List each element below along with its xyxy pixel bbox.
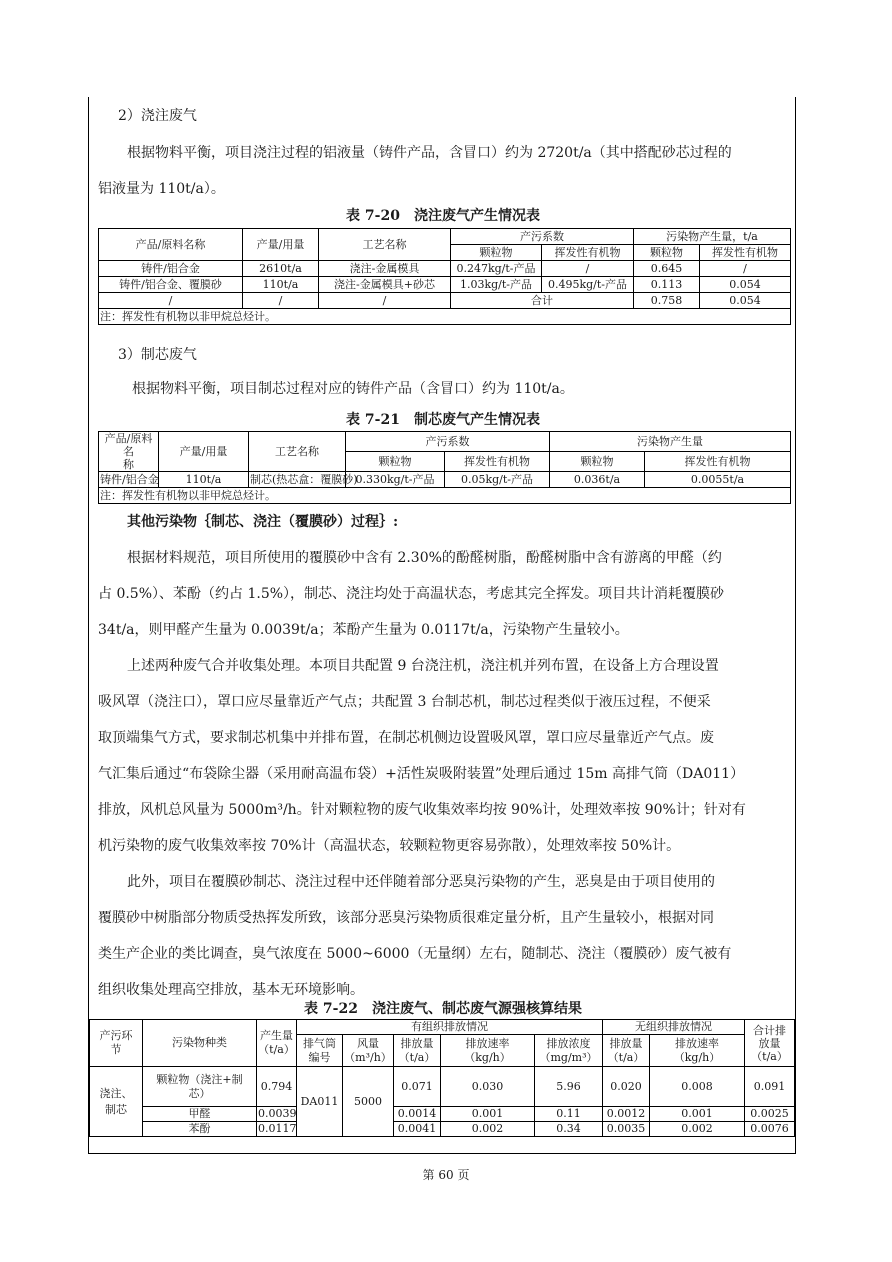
table-cell: 0.247kg/t-产品 — [451, 261, 542, 277]
table22-caption: 表 7-22 浇注废气、制芯废气源强核算结果 — [304, 1001, 582, 1017]
table22-header-unorg-amount: 排放量 （t/a） — [603, 1035, 650, 1067]
other-para2-line: 气汇集后通过“布袋除尘器（采用耐高温布袋）+活性炭吸附装置”处理后通过 15m 高排气筒（DA011） — [98, 766, 745, 782]
table22-header-unorganized: 无组织排放情况 — [603, 1020, 745, 1035]
table-cell: 0.758 — [634, 293, 700, 309]
table21-header-output: 产量/用量 — [159, 432, 249, 472]
table-row — [90, 1067, 795, 1107]
table20-header-coeff: 产污系数 — [451, 229, 634, 245]
table21-header-coeff: 产污系数 — [346, 432, 550, 452]
table-cell: 铸件/铝合金 — [99, 261, 243, 277]
table21-header-process: 工艺名称 — [249, 432, 346, 472]
table-cell: 0.05kg/t-产品 — [445, 472, 550, 488]
table20-header-process: 工艺名称 — [319, 229, 451, 261]
table20 — [98, 228, 791, 325]
table21-header-pm: 颗粒物 — [346, 452, 445, 472]
table22 — [89, 1019, 795, 1137]
table-cell: 0.008 — [650, 1067, 745, 1107]
table-cell: / — [700, 261, 791, 277]
table21-header-voc: 挥发性有机物 — [645, 452, 791, 472]
other-para2-line: 排放，风机总风量为 5000m³/h。针对颗粒物的废气收集效率均按 90%计，处理效率按 90%计；针对有 — [98, 802, 746, 818]
table-cell: 0.001 — [441, 1107, 535, 1122]
table-cell: 0.001 — [650, 1107, 745, 1122]
table21-note: 注：挥发性有机物以非甲烷总烃计。 — [99, 488, 791, 504]
section3-heading: 3）制芯废气 — [118, 347, 197, 363]
table20-note: 注：挥发性有机物以非甲烷总烃计。 — [99, 309, 791, 325]
table21-header-product: 产品/原料名 称 — [99, 432, 159, 472]
other-para2-line: 取顶端集气方式，要求制芯机集中并排布置，在制芯机侧边设置吸风罩，罩口应尽量靠近产气点。废 — [98, 730, 714, 746]
table21-header-voc: 挥发性有机物 — [445, 452, 550, 472]
table21-header-pm: 颗粒物 — [550, 452, 645, 472]
table20-header-product: 产品/原料名称 — [99, 229, 243, 261]
table22-header-gen: 产生量 （t/a） — [257, 1020, 297, 1067]
other-para1-line: 34t/a，则甲醛产生量为 0.0039t/a；苯酚产生量为 0.0117t/a，污染物产生量较小。 — [98, 622, 629, 638]
other-para3-line: 覆膜砂中树脂部分物质受热挥发所致，该部分恶臭污染物质很难定量分析，且产生量较小，根据对同 — [98, 910, 714, 926]
table22-header-airflow: 风量 （m³/h） — [343, 1035, 394, 1067]
table-cell: 0.0117 — [258, 1122, 297, 1135]
table-cell: 0.091 — [745, 1067, 795, 1107]
table21-header-gen: 污染物产生量 — [550, 432, 791, 452]
table-cell: 0.030 — [441, 1067, 535, 1107]
table-cell: 0.036t/a — [550, 472, 645, 488]
other-para2-line: 吸风罩（浇注口），罩口应尽量靠近产气点；共配置 3 台制芯机，制芯过程类似于液压过程，不便采 — [98, 694, 711, 710]
section2-heading: 2）浇注废气 — [118, 108, 197, 124]
other-para2-line: 机污染物的废气收集效率按 70%计（高温状态，较颗粒物更容易弥散），处理效率按 50%计。 — [98, 838, 681, 854]
other-heading: 其他污染物｛制芯、浇注（覆膜砂）过程｝: — [127, 514, 399, 530]
table22-stage: 浇注、 制芯 — [90, 1067, 143, 1137]
table-cell: 0.071 — [394, 1067, 441, 1107]
table-cell: 苯酚 — [143, 1122, 257, 1137]
table22-header-conc: 排放浓度 （mg/m³） — [535, 1035, 603, 1067]
table-cell: 1.03kg/t-产品 — [451, 277, 542, 293]
table-cell: 浇注-金属模具 — [319, 261, 451, 277]
table22-airflow: 5000 — [343, 1067, 394, 1137]
table-row — [90, 1107, 795, 1122]
table-cell: 0.0014 — [394, 1107, 441, 1122]
table-cell: 颗粒物（浇注+制 芯） — [143, 1067, 257, 1107]
table-cell: 铸件/铝合金、覆膜砂 — [99, 277, 243, 293]
table22-header-total: 合计排 放量 （t/a） — [745, 1020, 795, 1067]
table20-caption: 表 7-20 浇注废气产生情况表 — [346, 208, 540, 224]
table-cell: 0.11 — [535, 1107, 603, 1122]
table-row — [90, 1122, 795, 1137]
other-para1-line: 根据材料规范，项目所使用的覆膜砂中含有 2.30%的酚醛树脂，酚醛树脂中含有游离的甲醛（约 — [127, 550, 722, 566]
table-cell: 0.645 — [634, 261, 700, 277]
table-cell: 0.34 — [535, 1122, 603, 1137]
table-cell: / — [243, 293, 319, 309]
table-cell: 制芯(热芯盒：覆膜砂) — [250, 472, 358, 486]
table22-header-stage: 产污环 节 — [90, 1020, 143, 1067]
table20-header-pm: 颗粒物 — [451, 245, 542, 261]
table-row — [99, 472, 791, 488]
table-cell: 110t/a — [159, 472, 249, 488]
table-cell: 甲醛 — [143, 1107, 257, 1122]
table-total-row — [99, 293, 791, 309]
table-cell: 0.002 — [441, 1122, 535, 1137]
table22-header-rate: 排放速率 （kg/h） — [441, 1035, 535, 1067]
table-cell: 110t/a — [243, 277, 319, 293]
table-cell: 0.0012 — [603, 1107, 650, 1122]
table-cell: / — [99, 293, 243, 309]
table-cell: 0.054 — [700, 293, 791, 309]
other-para3-line: 此外，项目在覆膜砂制芯、浇注过程中还伴随着部分恶臭污染物的产生，恶臭是由于项目使用的 — [127, 874, 715, 890]
table-cell: 0.330kg/t-产品 — [346, 472, 445, 488]
table-cell: 0.794 — [257, 1067, 297, 1107]
page-number: 第 60 页 — [422, 1168, 470, 1182]
table-cell: 铸件/铝合金 — [100, 472, 159, 486]
other-para3-line: 组织收集处理高空排放，基本无环境影响。 — [98, 982, 364, 998]
table-cell: 5.96 — [535, 1067, 603, 1107]
table-cell: / — [542, 261, 634, 277]
table20-header-output: 产量/用量 — [243, 229, 319, 261]
table20-header-pm: 颗粒物 — [634, 245, 700, 261]
table-cell: 0.020 — [603, 1067, 650, 1107]
table-cell: 0.0076 — [745, 1122, 795, 1137]
table-cell: 0.0039 — [258, 1107, 297, 1120]
table-cell: 0.113 — [634, 277, 700, 293]
table20-header-voc: 挥发性有机物 — [700, 245, 791, 261]
table20-header-gen: 污染物产生量，t/a — [634, 229, 791, 245]
table22-header-unorg-rate: 排放速率 （kg/h） — [650, 1035, 745, 1067]
table-cell: 合计 — [451, 293, 634, 309]
section2-para-line: 铝液量为 110t/a）。 — [98, 181, 225, 197]
table-cell: 0.0041 — [394, 1122, 441, 1137]
table-cell: 0.495kg/t-产品 — [542, 277, 634, 293]
table21 — [98, 431, 791, 504]
table-cell: 0.054 — [700, 277, 791, 293]
table22-header-amount: 排放量 （t/a） — [394, 1035, 441, 1067]
table-cell: 0.0025 — [745, 1107, 795, 1122]
other-para2-line: 上述两种废气合并收集处理。本项目共配置 9 台浇注机，浇注机并列布置，在设备上方合理设置 — [127, 658, 719, 674]
table-cell: 0.0055t/a — [645, 472, 791, 488]
table22-header-type: 污染物种类 — [143, 1020, 257, 1067]
section3-para: 根据物料平衡，项目制芯过程对应的铸件产品（含冒口）约为 110t/a。 — [132, 381, 574, 397]
table22-header-organized: 有组织排放情况 — [297, 1020, 603, 1035]
table21-caption: 表 7-21 制芯废气产生情况表 — [346, 412, 540, 428]
other-para1-line: 占 0.5%）、苯酚（约占 1.5%），制芯、浇注均处于高温状态，考虑其完全挥发。项目共计消耗覆膜砂 — [98, 586, 725, 602]
table22-header-stack: 排气筒 编号 — [297, 1035, 343, 1067]
section2-para-line: 根据物料平衡，项目浇注过程的铝液量（铸件产品，含冒口）约为 2720t/a（其中搭配砂芯过程的 — [127, 145, 732, 161]
table22-stack-id: DA011 — [297, 1067, 343, 1137]
other-para3-line: 类生产企业的类比调查，臭气浓度在 5000~6000（无量纲）左右，随制芯、浇注（覆膜砂）废气被有 — [98, 946, 732, 962]
table-cell: / — [319, 293, 451, 309]
table-cell: 0.002 — [650, 1122, 745, 1137]
table-cell: 2610t/a — [243, 261, 319, 277]
table-row — [99, 277, 791, 293]
table-cell: 0.0035 — [603, 1122, 650, 1137]
table-cell: 浇注-金属模具+砂芯 — [319, 277, 451, 293]
table20-header-voc: 挥发性有机物 — [542, 245, 634, 261]
table-row — [99, 261, 791, 277]
